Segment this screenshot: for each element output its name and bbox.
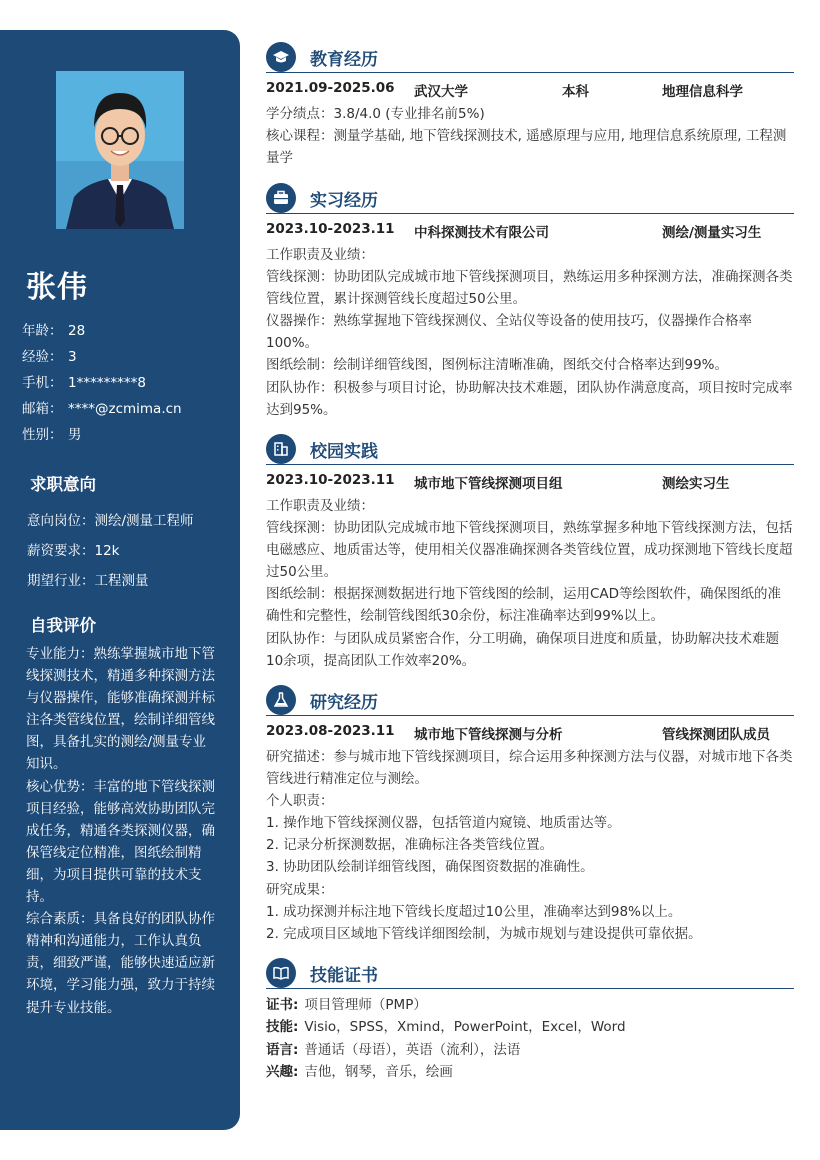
- self-eval-paragraph: 专业能力：熟练掌握城市地下管线探测技术，精通多种探测方法与仪器操作，能够准确探测并标注各类管线位置，绘制详细管线图，具备扎实的测绘/测量专业知识。: [26, 646, 215, 773]
- research-header: [266, 685, 794, 716]
- research-period: 2023.08-2023.11: [266, 723, 395, 739]
- campus-period: 2023.10-2023.11: [266, 472, 395, 488]
- research-role: 管线探测团队成员: [662, 727, 770, 743]
- education-header: [266, 42, 794, 73]
- research-line: 个人职责：: [266, 793, 334, 810]
- info-label: 性别：: [22, 427, 63, 443]
- info-experience: [22, 344, 182, 370]
- self-evaluation: [26, 643, 216, 1019]
- education-major: 地理信息科学: [662, 84, 743, 100]
- self-eval-paragraph: 综合素质：具备良好的团队协作精神和沟通能力，工作认真负责，细致严谨，能够快速适应新环境，学习能力强，致力于持续提升专业技能。: [26, 911, 215, 1016]
- info-email: [22, 396, 182, 422]
- education-degree: 本科: [562, 84, 589, 100]
- sidebar: [0, 30, 240, 1130]
- info-value: 3: [68, 349, 77, 365]
- skills-header: [266, 958, 794, 989]
- intent-salary: [27, 536, 194, 566]
- self-eval-paragraph: 核心优势：丰富的地下管线探测项目经验，能够高效协助团队完成任务，精通各类探测仪器，确保管线定位精准，图纸绘制精细，为项目提供可靠的技术支持。: [26, 778, 215, 906]
- internship-body: [266, 244, 794, 421]
- research-org: 城市地下管线探测与分析: [414, 727, 563, 743]
- skill-value: 吉他，钢琴，音乐，绘画: [304, 1063, 453, 1080]
- research-body: [266, 746, 794, 945]
- intent-label: 意向岗位：: [27, 513, 95, 529]
- job-intent: [27, 506, 194, 596]
- candidate-name: 张伟: [26, 270, 88, 305]
- research-line: 1. 操作地下管线探测仪器，包括管道内窥镜、地质雷达等。: [266, 815, 621, 832]
- education-body: [266, 103, 794, 169]
- info-label: 经验：: [22, 349, 63, 365]
- briefcase-icon: [266, 183, 296, 213]
- info-label: 年龄：: [22, 323, 63, 339]
- research-line: 2. 完成项目区域地下管线详细图绘制，为城市规划与建设提供可靠依据。: [266, 925, 702, 942]
- internship-org: 中科探测技术有限公司: [414, 225, 549, 241]
- info-label: 手机：: [22, 375, 63, 391]
- campus-title: 校园实践: [310, 442, 378, 462]
- basic-info: [22, 318, 182, 448]
- skills-title: 技能证书: [310, 966, 378, 986]
- intent-label: 期望行业：: [27, 573, 95, 589]
- campus-line: 图纸绘制：根据探测数据进行地下管线图的绘制，运用CAD等绘图软件，确保图纸的准确性和完整性，绘制管线图纸30余份，标注准确率达到99%以上。: [266, 586, 782, 625]
- skill-value: 普通话（母语），英语（流利），法语: [304, 1041, 521, 1058]
- intent-position: [27, 506, 194, 536]
- research-line: 研究描述：参与城市地下管线探测项目，综合运用多种探测方法与仪器，对城市地下各类管线进行精准定位与测绘。: [266, 749, 793, 788]
- internship-line: 仪器操作：熟练掌握地下管线探测仪、全站仪等设备的使用技巧，仪器操作合格率100%。: [266, 313, 752, 352]
- intent-label: 薪资要求：: [27, 543, 95, 559]
- info-value: 28: [68, 323, 86, 339]
- skill-languages: [266, 1039, 794, 1061]
- avatar-illustration: [56, 71, 184, 229]
- research-title: 研究经历: [310, 693, 378, 713]
- internship-line: 管线探测：协助团队完成城市地下管线探测项目，熟练运用多种探测方法，准确探测各类管线位置，累计探测管线长度超过50公里。: [266, 269, 793, 308]
- education-period: 2021.09-2025.06: [266, 80, 395, 96]
- info-phone: [22, 370, 182, 396]
- campus-header: [266, 434, 794, 465]
- campus-role: 测绘实习生: [662, 476, 730, 492]
- info-value: ****@zcmima.cn: [68, 401, 182, 417]
- campus-body: [266, 495, 794, 672]
- internship-header: [266, 183, 794, 214]
- info-value: 男: [68, 427, 82, 443]
- campus-line: 团队协作：与团队成员紧密合作，分工明确，确保项目进度和质量，协助解决技术难题10余项，提高团队工作效率20%。: [266, 630, 779, 669]
- intent-value: 工程测量: [94, 573, 149, 589]
- education-title: 教育经历: [310, 50, 378, 70]
- info-gender: [22, 422, 182, 448]
- internship-line: 团队协作：积极参与项目讨论，协助解决技术难题，团队协作满意度高，项目按时完成率达到95%。: [266, 379, 793, 418]
- internship-meta: [266, 221, 794, 243]
- skill-label: 兴趣:: [266, 1063, 299, 1080]
- education-meta: [266, 80, 794, 102]
- skill-interests: [266, 1061, 794, 1083]
- campus-org: 城市地下管线探测项目组: [414, 476, 563, 492]
- info-age: [22, 318, 182, 344]
- research-line: 研究成果：: [266, 881, 334, 898]
- education-line: 核心课程：测量学基础, 地下管线探测技术, 遥感原理与应用, 地理信息系统原理, 工程测量学: [266, 128, 787, 167]
- intent-industry: [27, 566, 194, 596]
- intent-title: 求职意向: [30, 475, 96, 494]
- info-value: 1*********8: [68, 375, 146, 391]
- internship-line: 工作职责及业绩：: [266, 247, 374, 263]
- research-line: 1. 成功探测并标注地下管线长度超过10公里，准确率达到98%以上。: [266, 903, 682, 920]
- research-meta: [266, 723, 794, 745]
- flask-icon: [266, 685, 296, 715]
- skill-certificate: [266, 994, 794, 1016]
- skill-value: Visio，SPSS，Xmind，PowerPoint，Excel，Word: [304, 1019, 626, 1036]
- skill-value: 项目管理师（PMP）: [304, 997, 427, 1013]
- research-line: 2. 记录分析探测数据，准确标注各类管线位置。: [266, 837, 554, 854]
- intent-value: 测绘/测量工程师: [94, 513, 194, 529]
- education-line: 学分绩点：3.8/4.0 (专业排名前5%): [266, 106, 485, 122]
- campus-meta: [266, 472, 794, 494]
- campus-line: 管线探测：协助团队完成城市地下管线探测项目，熟练掌握多种地下管线探测方法，包括电磁感应、地质雷达等，使用相关仪器准确探测各类管线位置，成功探测地下管线长度超过50公里。: [266, 520, 793, 581]
- internship-title: 实习经历: [310, 191, 378, 211]
- education-school: 武汉大学: [414, 84, 468, 100]
- self-eval-title: 自我评价: [30, 616, 96, 635]
- internship-period: 2023.10-2023.11: [266, 221, 395, 237]
- intent-value: 12k: [94, 543, 120, 559]
- skill-label: 技能:: [266, 1019, 299, 1036]
- book-icon: [266, 958, 296, 988]
- info-label: 邮箱：: [22, 401, 63, 417]
- skill-label: 语言:: [266, 1041, 299, 1058]
- graduation-cap-icon: [266, 42, 296, 72]
- internship-role: 测绘/测量实习生: [662, 225, 762, 241]
- skills-body: [266, 994, 794, 1083]
- skill-label: 证书:: [266, 997, 299, 1013]
- skill-tools: [266, 1016, 794, 1038]
- campus-line: 工作职责及业绩：: [266, 498, 374, 514]
- building-icon: [266, 434, 296, 464]
- profile-photo: [56, 71, 184, 229]
- internship-line: 图纸绘制：绘制详细管线图，图例标注清晰准确，图纸交付合格率达到99%。: [266, 357, 729, 374]
- research-line: 3. 协助团队绘制详细管线图，确保图资数据的准确性。: [266, 859, 594, 876]
